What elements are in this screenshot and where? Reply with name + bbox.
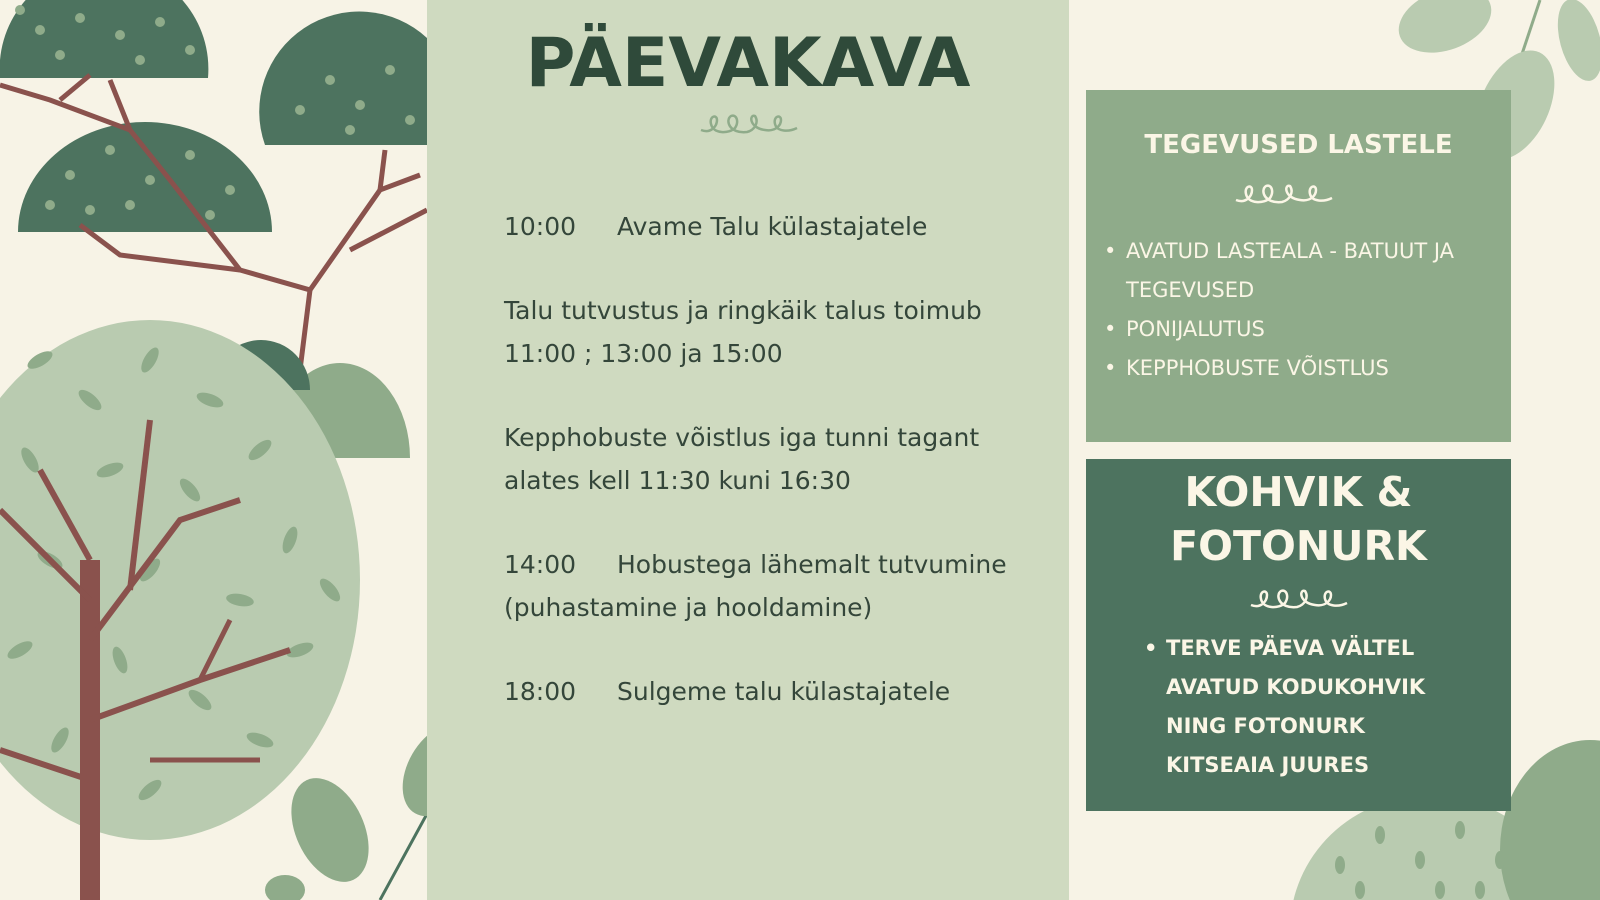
swirl-divider-icon <box>1249 587 1349 615</box>
cafe-title-line1: KOHVIK & <box>1184 468 1413 516</box>
swirl-divider-icon <box>1229 182 1339 210</box>
list-item: • PONIJALUTUS <box>1104 310 1494 349</box>
cafe-card-title <box>1086 465 1511 573</box>
kids-activities-list <box>1104 232 1494 388</box>
schedule-item <box>504 205 1044 248</box>
schedule-list <box>504 205 1044 754</box>
list-item: • AVATUD LASTEALA - BATUUT JA TEGEVUSED <box>1104 232 1494 310</box>
schedule-item <box>504 416 1044 502</box>
cafe-info-list <box>1144 629 1474 785</box>
list-item: • KEPPHOBUSTE VÕISTLUS <box>1104 349 1494 388</box>
schedule-text: Talu tutvustus ja ringkäik talus toimub 11:00 ; 13:00 ja 15:00 <box>504 296 982 368</box>
schedule-item <box>504 543 1044 629</box>
schedule-text: Avame Talu külastajatele <box>617 212 928 241</box>
schedule-text: Sulgeme talu külastajatele <box>617 677 951 706</box>
schedule-time: 14:00 <box>504 550 577 579</box>
kids-activities-card <box>1086 90 1511 442</box>
schedule-item <box>504 670 1044 713</box>
schedule-text: Kepphobuste võistlus iga tunni tagant alates kell 11:30 kuni 16:30 <box>504 423 980 495</box>
schedule-item <box>504 289 1044 375</box>
schedule-panel <box>427 0 1069 900</box>
list-item: • TERVE PÄEVA VÄLTEL AVATUD KODUKOHVIK NING FOTONURK KITSEAIA JUURES <box>1144 629 1474 785</box>
cafe-photo-card <box>1086 459 1511 811</box>
page-title: PÄEVAKAVA <box>525 24 971 103</box>
schedule-text: Hobustega lähemalt tutvumine (puhastamine ja hooldamine) <box>504 550 1007 622</box>
schedule-time: 18:00 <box>504 677 577 706</box>
tree-canopy-icon <box>0 0 427 232</box>
cafe-title-line2: FOTONURK <box>1170 522 1427 570</box>
schedule-time: 10:00 <box>504 212 577 241</box>
swirl-divider-icon <box>699 112 799 140</box>
kids-card-title: TEGEVUSED LASTELE <box>1144 130 1453 160</box>
